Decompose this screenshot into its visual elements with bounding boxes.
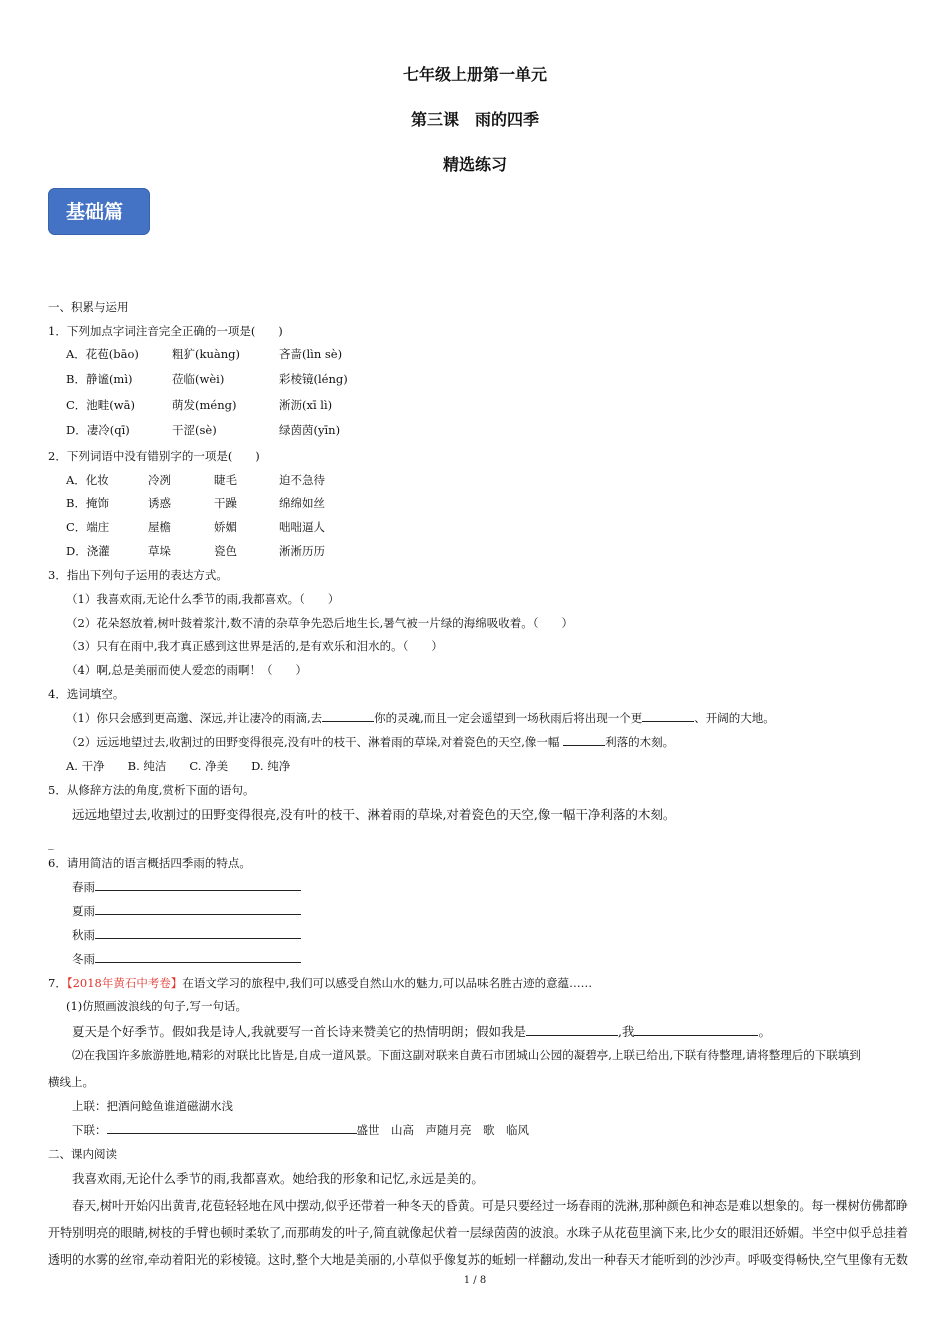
q7-number: 7． [48,976,67,990]
q3-item-1: （1）我喜欢雨,无论什么季节的雨,我都喜欢。（ ） [66,592,340,606]
q7-lower-label: 下联： [72,1123,107,1137]
q3-item-3: （3）只有在雨中,我才真正感到这世界是活的,是有欢乐和泪水的。（ ） [66,639,443,653]
q7-lower-blank[interactable] [107,1122,357,1134]
q2-option-b-word2: 诱惑 [148,496,171,510]
q7-part-2: ⑵在我国许多旅游胜地,精彩的对联比比皆是,自成一道风景。下面这副对联来自黄石市团城山公园的凝碧亭,上联已给出,下联有待整理,请将整理后的下联填到 [72,1048,861,1062]
q2-option-c: C．端庄 [66,520,110,534]
q1-option-a: A．花苞(bāo) [66,347,139,361]
q4-s1-part2: 你的灵魂,而且一定会遥望到一场秋雨后将出现一个更 [374,711,643,725]
question-5-stem: 5．从修辞方法的角度,赏析下面的语句。 [48,783,255,797]
q3-item-4: （4）啊,总是美丽而使人爱恋的雨啊！（ ） [66,663,307,677]
q1-option-c-word2: 萌发(méng) [172,398,237,412]
q4-options: A. 干净 B. 纯洁 C. 净美 D. 纯净 [66,759,291,773]
question-1-stem: 1．下列加点字词注音完全正确的一项是( ) [48,324,283,338]
question-4-stem: 4．选词填空。 [48,687,125,701]
q1-option-d-word2: 干涩(sè) [172,423,217,437]
q6-spring-label: 春雨 [72,880,95,894]
lesson-title: 第三课 雨的四季 [410,110,539,129]
page-number: 1 / 8 [463,1275,487,1286]
q1-option-d: D．凄冷(qī) [66,423,130,437]
q7-p1-text-b: ,我 [617,1024,635,1039]
q4-sentence-2 [66,734,674,750]
q7-word-bank: 盛世 山高 声随月亮 歌 临风 [356,1123,529,1137]
q2-option-b: B．掩饰 [66,496,109,510]
q6-autumn-label: 秋雨 [72,928,95,942]
q1-option-a-word2: 粗犷(kuàng) [172,347,240,361]
q1-option-b-word3: 彩棱镜(léng) [279,372,348,386]
q2-option-d-word4: 淅淅历历 [279,544,325,558]
q2-option-d-word3: 瓷色 [214,544,237,558]
q7-part-2-cont: 横线上。 [48,1075,94,1089]
section-heading-1: 一、积累与运用 [48,300,129,314]
q2-option-a-word4: 迫不急待 [279,473,325,487]
q6-winter-blank[interactable] [95,951,301,963]
q7-p1-text-c: 。 [758,1024,771,1039]
q1-option-b-word2: 莅临(wèi) [172,372,225,386]
q1-option-c: C．池畦(wā) [66,398,135,412]
q7-upper-couplet: 上联：把酒问鲶鱼谁道磁湖水浅 [72,1099,233,1113]
q5-quote: 远远地望过去,收割过的田野变得很亮,没有叶的枝干、淋着雨的草垛,对着瓷色的天空,像一幅干净利落的木刻。 [72,807,676,822]
q6-winter-label: 冬雨 [72,952,95,966]
q3-item-2: （2）花朵怒放着,树叶鼓着浆汁,数不清的杂草争先恐后地生长,暑气被一片绿的海绵吸收着。（ ） [66,616,574,630]
q6-autumn-blank[interactable] [95,927,301,939]
q7-part-1-sentence [72,1022,771,1040]
q2-option-a: A．化妆 [66,473,109,487]
q6-spring [72,879,301,895]
subtitle: 精选练习 [442,155,507,174]
q2-option-d: D．浇灌 [66,544,110,558]
q2-option-b-word3: 干躁 [214,496,237,510]
q7-source-tag: 【2018年黄石中考卷】 [66,976,183,990]
q6-summer-blank[interactable] [95,903,301,915]
q7-lower-couplet [72,1122,529,1138]
q1-option-c-word3: 淅沥(xī lì) [279,398,333,412]
q2-option-d-word2: 草垛 [148,544,171,558]
q4-s2-part1: （2）远远地望过去,收割过的田野变得很亮,没有叶的枝干、淋着雨的草垛,对着瓷色的天空,像一幅 [66,735,564,749]
reading-paragraph-1: 我喜欢雨,无论什么季节的雨,我都喜欢。她给我的形象和记忆,永远是美的。 [72,1171,484,1186]
q2-option-c-word2: 屋檐 [148,520,171,534]
q2-option-b-word4: 绵绵如丝 [279,496,325,510]
q6-summer [72,903,301,919]
question-2-stem: 2．下列词语中没有错别字的一项是( ) [48,449,260,463]
q1-option-d-word3: 绿茵茵(yīn) [279,423,341,437]
section-heading-2: 二、课内阅读 [48,1147,117,1161]
q4-blank-1[interactable] [322,710,374,722]
q4-sentence-1 [66,710,775,726]
q6-winter [72,951,301,967]
question-7-stem [48,975,592,991]
q7-part-1: (1)仿照画波浪线的句子,写一句话。 [66,999,247,1013]
q2-option-c-word4: 咄咄逼人 [279,520,325,534]
q5-answer-mark: _ [48,836,54,850]
q4-s2-part2: 利落的木刻。 [605,735,675,749]
q4-blank-2[interactable] [642,710,694,722]
q6-spring-blank[interactable] [95,879,301,891]
q7-blank-1[interactable] [526,1024,618,1036]
question-6-stem: 6．请用简洁的语言概括四季雨的特点。 [48,856,251,870]
q2-option-a-word3: 睫毛 [214,473,237,487]
doc-title: 七年级上册第一单元 [402,65,547,84]
question-3-stem: 3．指出下列句子运用的表达方式。 [48,568,228,582]
q1-option-b: B．静谧(mì) [66,372,133,386]
q7-stem-text: 在语文学习的旅程中,我们可以感受自然山水的魅力,可以品味名胜古迹的意蕴…… [182,976,593,990]
q7-blank-2[interactable] [634,1024,758,1036]
q1-option-a-word3: 吝啬(lìn sè) [279,347,343,361]
reading-paragraph-2-line-1: 春天,树叶开始闪出黄青,花苞轻轻地在风中摆动,似乎还带着一种冬天的昏黄。可是只要经过一场春雨的洗淋,那种颜色和神态是难以想象的。每一棵树仿佛都睁 [72,1198,908,1213]
reading-paragraph-2-line-3: 透明的水雾的丝帘,牵动着阳光的彩棱镜。这时,整个大地是美丽的,小草似乎像复苏的蚯蚓一样翻动,发出一种春天才能听到的沙沙声。呼吸变得畅快,空气里像有无数 [48,1252,908,1267]
q2-option-c-word3: 娇媚 [214,520,237,534]
q6-summer-label: 夏雨 [72,904,95,918]
q4-s1-part1: （1）你只会感到更高邈、深远,并让凄冷的雨滴,去 [66,711,323,725]
q7-p1-text-a: 夏天是个好季节。假如我是诗人,我就要写一首长诗来赞美它的热情明朗；假如我是 [72,1024,526,1039]
reading-paragraph-2-line-2: 开特别明亮的眼睛,树枝的手臂也顿时柔软了,而那萌发的叶子,简直就像起伏着一层绿茵茵的波浪。水珠子从花苞里滴下来,比少女的眼泪还娇媚。半空中似乎总挂着 [48,1225,908,1240]
q6-autumn [72,927,301,943]
q4-blank-3[interactable] [563,734,605,746]
q2-option-a-word2: 冷冽 [148,473,171,487]
section-badge: 基础篇 [48,188,150,235]
q4-s1-part3: 、开阔的大地。 [694,711,775,725]
